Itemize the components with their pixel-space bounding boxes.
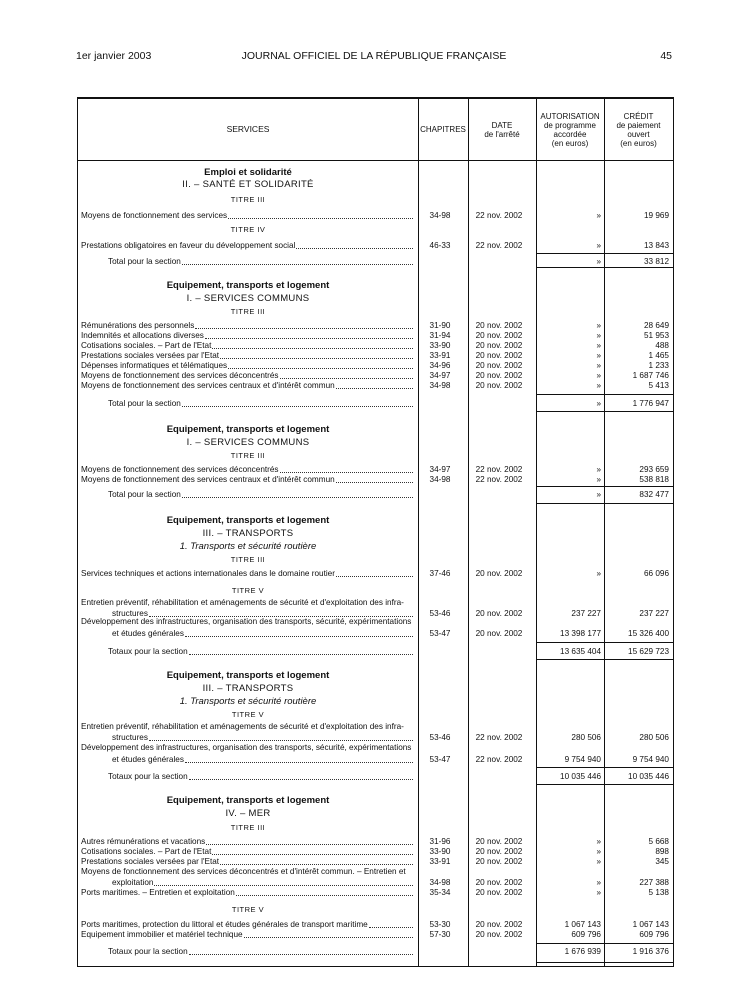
row-date: 20 nov. 2002: [475, 371, 523, 380]
row-date: 20 nov. 2002: [475, 888, 523, 897]
total-credit: 1 776 947: [632, 399, 669, 408]
titre-heading: TITRE V: [231, 710, 265, 719]
row-date: 22 nov. 2002: [475, 755, 523, 764]
row-date: 20 nov. 2002: [475, 930, 523, 939]
leader-dots: [212, 847, 413, 855]
row-date: 20 nov. 2002: [475, 857, 523, 866]
row-date: 20 nov. 2002: [475, 321, 523, 330]
total-autorisation: »: [596, 399, 601, 408]
row-date: 20 nov. 2002: [475, 381, 523, 390]
row-label: [81, 351, 414, 361]
row-autorisation: »: [596, 381, 601, 390]
row-label-text: Services techniques et actions internationales dans le domaine routier: [81, 569, 335, 578]
titre-heading: TITRE IV: [230, 225, 266, 234]
titre-heading: TITRE V: [231, 905, 265, 914]
row-credit: 13 843: [643, 241, 669, 250]
row-chapitre: 31-90: [429, 321, 451, 330]
row-credit: 280 506: [639, 733, 669, 742]
row-label-text: Autres rémunérations et vacations: [81, 837, 206, 846]
ministry-heading: Equipement, transports et logement: [166, 280, 330, 291]
total-label-text: Totaux pour la section: [108, 772, 188, 781]
row-date: 22 nov. 2002: [475, 465, 523, 474]
row-chapitre: 35-34: [429, 888, 451, 897]
titre-heading: TITRE III: [230, 823, 266, 832]
row-autorisation: »: [596, 321, 601, 330]
row-date: 22 nov. 2002: [475, 241, 523, 250]
row-date: 20 nov. 2002: [475, 847, 523, 856]
row-autorisation: »: [596, 888, 601, 897]
row-autorisation: »: [596, 241, 601, 250]
row-autorisation: »: [596, 211, 601, 220]
row-label: [81, 475, 414, 485]
titre-heading: TITRE III: [230, 195, 266, 204]
row-chapitre: 34-97: [429, 371, 451, 380]
service-heading: IV. – MER: [225, 808, 271, 819]
leader-dots: [206, 837, 413, 845]
row-autorisation: 9 754 940: [564, 755, 601, 764]
row-autorisation: 1 067 143: [564, 920, 601, 929]
row-chapitre: 34-98: [429, 381, 451, 390]
row-autorisation: »: [596, 351, 601, 360]
row-label-text: et études générales: [112, 629, 184, 638]
row-chapitre: 34-96: [429, 361, 451, 370]
row-chapitre: 57-30: [429, 930, 451, 939]
row-autorisation: 13 398 177: [560, 629, 601, 638]
total-autorisation: »: [596, 257, 601, 266]
row-autorisation: »: [596, 847, 601, 856]
ministry-heading: Emploi et solidarité: [204, 167, 292, 178]
section-total-label: [108, 772, 414, 782]
row-date: 20 nov. 2002: [475, 361, 523, 370]
row-autorisation: »: [596, 857, 601, 866]
row-label: [112, 629, 414, 639]
total-rule: [536, 642, 673, 643]
row-label-line1: Entretien préventif, réhabilitation et aménagements de sécurité et d'exploitation des infra-: [81, 598, 404, 607]
row-label-text: Dépenses informatiques et télématiques: [81, 361, 228, 370]
total-label-text: Total pour la section: [108, 490, 181, 499]
row-label-text: Moyens de fonctionnement des services: [81, 211, 228, 220]
leader-dots: [296, 241, 413, 249]
total-rule: [536, 503, 673, 504]
row-label: [81, 241, 414, 251]
row-autorisation: »: [596, 475, 601, 484]
service-heading: I. – SERVICES COMMUNS: [186, 293, 310, 304]
row-chapitre: 34-97: [429, 465, 451, 474]
row-chapitre: 34-98: [429, 475, 451, 484]
row-autorisation: »: [596, 837, 601, 846]
total-rule: [536, 411, 673, 412]
total-rule: [536, 486, 673, 487]
row-credit: 538 818: [639, 475, 669, 484]
row-label-text: et études générales: [112, 755, 184, 764]
leader-dots: [189, 647, 413, 655]
ministry-heading: Equipement, transports et logement: [166, 515, 330, 526]
row-credit: 9 754 940: [632, 755, 669, 764]
page-date: 1er janvier 2003: [76, 50, 152, 62]
col-header-date: DATE de l'arrêté: [484, 120, 520, 139]
row-chapitre: 37-46: [429, 569, 451, 578]
row-label: [81, 888, 414, 898]
leader-dots: [182, 257, 413, 265]
leader-dots: [228, 361, 413, 369]
total-label-text: Total pour la section: [108, 257, 181, 266]
section-total-label: [108, 647, 414, 657]
row-label-text: Equipement immobilier et matériel technique: [81, 930, 243, 939]
leader-dots: [182, 399, 413, 407]
leader-dots: [280, 371, 413, 379]
row-label-text: Ports maritimes. – Entretien et exploitation: [81, 888, 235, 897]
column-divider: [418, 99, 419, 966]
row-autorisation: »: [596, 331, 601, 340]
row-date: 22 nov. 2002: [475, 211, 523, 220]
section-total-label: [108, 257, 414, 267]
total-credit: 1 916 376: [632, 947, 669, 956]
row-credit: 898: [655, 847, 669, 856]
col-header-chapitres: CHAPITRES: [420, 125, 466, 134]
leader-dots: [154, 878, 413, 886]
column-divider: [536, 99, 537, 966]
row-autorisation: »: [596, 371, 601, 380]
ministry-heading: Equipement, transports et logement: [166, 795, 330, 806]
row-chapitre: 33-91: [429, 857, 451, 866]
row-autorisation: »: [596, 878, 601, 887]
row-label-text: Prestations obligatoires en faveur du développement social: [81, 241, 296, 250]
titre-heading: TITRE V: [231, 586, 265, 595]
leader-dots: [185, 629, 413, 637]
row-credit: 15 326 400: [628, 629, 669, 638]
row-credit: 5 138: [648, 888, 669, 897]
row-label: [112, 878, 414, 888]
header-separator: [78, 160, 673, 161]
page-number: 45: [660, 50, 672, 62]
total-credit: 15 629 723: [628, 647, 669, 656]
leader-dots: [212, 341, 413, 349]
row-credit: 1 233: [648, 361, 669, 370]
leader-dots: [220, 857, 413, 865]
row-label-line1: Développement des infrastructures, organisation des transports, sécurité, expérimentations: [81, 743, 412, 752]
total-autorisation: 13 635 404: [560, 647, 601, 656]
journal-title: JOURNAL OFFICIEL DE LA RÉPUBLIQUE FRANÇAISE: [241, 50, 507, 62]
row-date: 20 nov. 2002: [475, 331, 523, 340]
row-label-text: structures: [112, 733, 148, 742]
row-chapitre: 33-91: [429, 351, 451, 360]
col-header-services: SERVICES: [226, 124, 270, 134]
leader-dots: [280, 465, 413, 473]
leader-dots: [149, 609, 413, 617]
leader-dots: [182, 490, 413, 498]
row-label-text: Indemnités et allocations diverses: [81, 331, 204, 340]
service-heading: II. – SANTÉ ET SOLIDARITÉ: [182, 179, 314, 190]
row-credit: 609 796: [639, 930, 669, 939]
total-credit: 832 477: [639, 490, 669, 499]
row-label: [81, 381, 414, 391]
section-total-label: [108, 490, 414, 500]
leader-dots: [236, 888, 413, 896]
row-label-text: Ports maritimes, protection du littoral et études générales de transport maritime: [81, 920, 368, 929]
row-label-line1: Moyens de fonctionnement des services déconcentrés et d'intérêt commun. – Entretien et: [81, 867, 406, 876]
col-header-credit: CRÉDIT de paiement ouvert (en euros): [616, 111, 661, 148]
total-credit: 33 812: [643, 257, 669, 266]
row-autorisation: »: [596, 465, 601, 474]
row-label-text: Prestations sociales versées par l'Etat: [81, 857, 220, 866]
titre-heading: TITRE III: [230, 307, 266, 316]
titre-heading: TITRE III: [230, 555, 266, 564]
total-autorisation: 1 676 939: [564, 947, 601, 956]
row-label: [112, 733, 414, 743]
row-autorisation: »: [596, 361, 601, 370]
row-chapitre: 33-90: [429, 341, 451, 350]
row-label-text: Moyens de fonctionnement des services déconcentrés: [81, 371, 279, 380]
service-heading: I. – SERVICES COMMUNS: [186, 437, 310, 448]
total-label-text: Totaux pour la section: [108, 647, 188, 656]
row-credit: 66 096: [643, 569, 669, 578]
row-label: [81, 371, 414, 381]
total-rule: [536, 659, 673, 660]
subsection-heading: 1. Transports et sécurité routière: [179, 541, 317, 552]
row-label-line1: Développement des infrastructures, organisation des transports, sécurité, expérimentations: [81, 617, 412, 626]
row-credit: 1 687 746: [632, 371, 669, 380]
row-label-text: Rémunérations des personnels: [81, 321, 195, 330]
row-credit: 293 659: [639, 465, 669, 474]
row-label: [81, 321, 414, 331]
leader-dots: [369, 920, 413, 928]
ministry-heading: Equipement, transports et logement: [166, 424, 330, 435]
row-credit: 237 227: [639, 609, 669, 618]
row-chapitre: 34-98: [429, 878, 451, 887]
total-rule: [536, 267, 673, 268]
row-date: 20 nov. 2002: [475, 341, 523, 350]
row-credit: 345: [655, 857, 669, 866]
leader-dots: [189, 772, 413, 780]
leader-dots: [336, 475, 413, 483]
row-label-text: Cotisations sociales. – Part de l'Etat: [81, 341, 212, 350]
row-autorisation: »: [596, 341, 601, 350]
service-heading: III. – TRANSPORTS: [202, 528, 294, 539]
row-credit: 1 067 143: [632, 920, 669, 929]
row-chapitre: 46-33: [429, 241, 451, 250]
row-date: 20 nov. 2002: [475, 878, 523, 887]
row-autorisation: 280 506: [571, 733, 601, 742]
total-rule: [536, 394, 673, 395]
total-label-text: Totaux pour la section: [108, 947, 188, 956]
credit-table: [77, 97, 674, 967]
row-label: [81, 930, 414, 940]
row-label-text: exploitation: [112, 878, 154, 887]
row-label-text: Moyens de fonctionnement des services déconcentrés: [81, 465, 279, 474]
column-divider: [468, 99, 469, 966]
total-autorisation: 10 035 446: [560, 772, 601, 781]
row-credit: 1 465: [648, 351, 669, 360]
row-label: [81, 211, 414, 221]
total-credit: 10 035 446: [628, 772, 669, 781]
row-credit: 227 388: [639, 878, 669, 887]
row-chapitre: 33-90: [429, 847, 451, 856]
row-date: 22 nov. 2002: [475, 475, 523, 484]
row-chapitre: 31-96: [429, 837, 451, 846]
row-label-text: Prestations sociales versées par l'Etat: [81, 351, 220, 360]
row-credit: 28 649: [643, 321, 669, 330]
leader-dots: [336, 381, 413, 389]
row-label: [81, 847, 414, 857]
subsection-heading: 1. Transports et sécurité routière: [179, 696, 317, 707]
row-chapitre: 53-30: [429, 920, 451, 929]
total-autorisation: »: [596, 490, 601, 499]
row-label: [81, 857, 414, 867]
total-rule: [536, 253, 673, 254]
row-date: 20 nov. 2002: [475, 920, 523, 929]
row-label-text: Moyens de fonctionnement des services centraux et d'intérêt commun: [81, 475, 335, 484]
leader-dots: [195, 321, 413, 329]
row-credit: 19 969: [643, 211, 669, 220]
leader-dots: [189, 947, 413, 955]
row-label: [81, 331, 414, 341]
leader-dots: [149, 733, 413, 741]
row-autorisation: »: [596, 569, 601, 578]
row-label-line1: Entretien préventif, réhabilitation et aménagements de sécurité et d'exploitation des infra-: [81, 722, 404, 731]
row-date: 20 nov. 2002: [475, 569, 523, 578]
titre-heading: TITRE III: [230, 451, 266, 460]
row-chapitre: 53-47: [429, 629, 451, 638]
row-credit: 51 953: [643, 331, 669, 340]
row-autorisation: 237 227: [571, 609, 601, 618]
leader-dots: [336, 569, 413, 577]
total-label-text: Total pour la section: [108, 399, 181, 408]
row-chapitre: 53-47: [429, 755, 451, 764]
row-date: 20 nov. 2002: [475, 351, 523, 360]
row-chapitre: 31-94: [429, 331, 451, 340]
section-total-label: [108, 947, 414, 957]
row-label: [112, 755, 414, 765]
column-divider: [604, 99, 605, 966]
row-label: [81, 569, 414, 579]
row-date: 20 nov. 2002: [475, 837, 523, 846]
row-label-text: structures: [112, 609, 148, 618]
row-credit: 5 413: [648, 381, 669, 390]
row-label: [81, 341, 414, 351]
service-heading: III. – TRANSPORTS: [202, 683, 294, 694]
row-credit: 5 668: [648, 837, 669, 846]
row-date: 22 nov. 2002: [475, 733, 523, 742]
row-autorisation: 609 796: [571, 930, 601, 939]
leader-dots: [185, 755, 413, 763]
leader-dots: [220, 351, 413, 359]
row-chapitre: 53-46: [429, 733, 451, 742]
row-label: [81, 465, 414, 475]
row-label: [81, 361, 414, 371]
section-total-label: [108, 399, 414, 409]
row-date: 20 nov. 2002: [475, 609, 523, 618]
row-date: 20 nov. 2002: [475, 629, 523, 638]
leader-dots: [205, 331, 413, 339]
col-header-autorisation: AUTORISATION de programme accordée (en euros): [540, 111, 600, 148]
leader-dots: [228, 211, 413, 219]
row-chapitre: 34-98: [429, 211, 451, 220]
row-label-text: Cotisations sociales. – Part de l'Etat: [81, 847, 212, 856]
total-rule: [536, 784, 673, 785]
row-credit: 488: [655, 341, 669, 350]
row-label: [81, 920, 414, 930]
leader-dots: [244, 930, 413, 938]
row-label: [81, 837, 414, 847]
row-chapitre: 53-46: [429, 609, 451, 618]
total-rule: [536, 943, 673, 944]
ministry-heading: Equipement, transports et logement: [166, 670, 330, 681]
total-rule: [536, 962, 673, 963]
row-label-text: Moyens de fonctionnement des services centraux et d'intérêt commun: [81, 381, 335, 390]
total-rule: [536, 767, 673, 768]
